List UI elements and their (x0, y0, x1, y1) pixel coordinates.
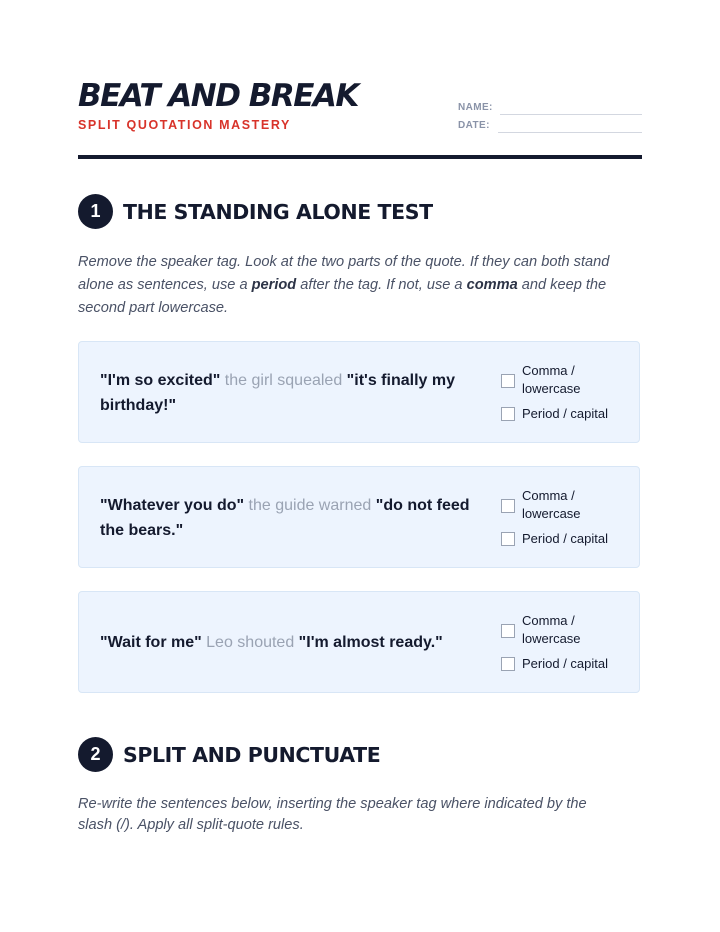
option-comma[interactable] (501, 612, 594, 648)
option-comma[interactable] (501, 487, 594, 523)
comma-option-label: Comma / lowercase (522, 488, 581, 521)
exercise-sentence (100, 630, 490, 655)
option-comma[interactable] (501, 362, 594, 398)
sentence-text (100, 493, 490, 543)
quote-part-2: "do not feed the bears." (100, 497, 470, 539)
comma-checkbox[interactable] (501, 624, 515, 638)
comma-checkbox[interactable] (501, 499, 515, 513)
instructions-text-2: after the tag. If not, use a (296, 277, 467, 293)
period-option-label: Period / capital (522, 531, 608, 546)
option-period[interactable] (501, 655, 608, 673)
quote-part-1: "I'm so excited" (100, 372, 221, 389)
header-divider (78, 155, 642, 159)
exercise-sentence (100, 368, 490, 418)
comma-option-label: Comma / lowercase (522, 363, 581, 396)
quote-part-1: "Whatever you do" (100, 497, 245, 514)
speaker-tag: the guide warned (244, 497, 376, 514)
option-period[interactable] (501, 530, 608, 548)
section-1-number: 1 (78, 194, 113, 229)
period-option-label: Period / capital (522, 656, 608, 671)
speaker-tag: Leo shouted (201, 634, 299, 651)
date-line[interactable] (498, 132, 642, 133)
instructions-text-3: and keep the second part lowercase. (78, 277, 607, 316)
section-2-number: 2 (78, 737, 113, 772)
name-line[interactable] (500, 114, 642, 115)
comma-option-label: Comma / lowercase (522, 613, 581, 646)
instructions-bold-comma: comma (466, 277, 518, 293)
period-checkbox[interactable] (501, 532, 515, 546)
comma-checkbox[interactable] (501, 374, 515, 388)
sentence-text (100, 368, 490, 418)
exercise-card (78, 466, 640, 568)
exercise-card (78, 341, 640, 443)
exercise-sentence (100, 493, 490, 543)
worksheet-subtitle: SPLIT QUOTATION MASTERY (78, 118, 291, 132)
period-option-label: Period / capital (522, 406, 608, 421)
option-period[interactable] (501, 405, 608, 423)
period-checkbox[interactable] (501, 407, 515, 421)
sentence-text (100, 630, 443, 655)
section-1-instructions (78, 251, 638, 320)
period-checkbox[interactable] (501, 657, 515, 671)
instructions-text-1: Remove the speaker tag. Look at the two parts of the quote. If they can both stand alone as sentences, use a (78, 254, 610, 293)
worksheet-header (78, 78, 642, 158)
section-2-title: SPLIT AND PUNCTUATE (123, 743, 381, 767)
instructions-bold-period: period (251, 277, 297, 293)
quote-part-2: "it's finally my birthday!" (100, 372, 455, 414)
section-1-title: THE STANDING ALONE TEST (123, 200, 433, 224)
exercise-card (78, 591, 640, 693)
section-2-instructions: Re-write the sentences below, inserting the speaker tag where indicated by the slash (/). Apply all split-quote rules. (78, 796, 587, 833)
name-label: NAME: (458, 102, 493, 113)
quote-part-1: "Wait for me" (100, 634, 202, 651)
quote-part-2: "I'm almost ready." (298, 634, 443, 651)
speaker-tag: the girl squealed (220, 372, 347, 389)
worksheet-title: BEAT AND BREAK (78, 78, 358, 114)
date-label: DATE: (458, 120, 490, 131)
